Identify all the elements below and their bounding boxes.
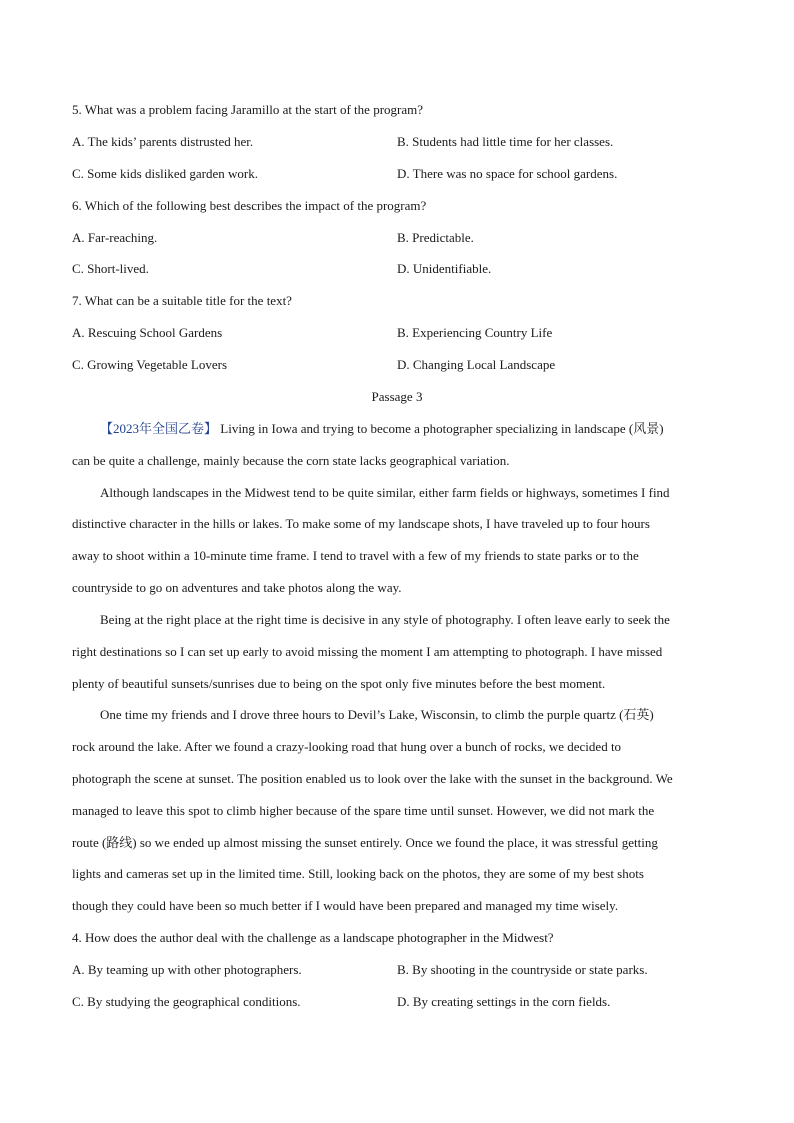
passage-line: lights and cameras set up in the limited time. Still, looking back on the photos, they are some of my best shots bbox=[72, 866, 644, 881]
question-7-stem: 7. What can be a suitable title for the text? bbox=[72, 293, 292, 308]
question-4-option-a: A. By teaming up with other photographers. bbox=[72, 962, 302, 977]
question-5-option-a: A. The kids’ parents distrusted her. bbox=[72, 134, 254, 149]
passage-line: though they could have been so much better if I would have been prepared and managed my time wisely. bbox=[72, 898, 619, 913]
question-6-option-b: B. Predictable. bbox=[397, 230, 474, 245]
passage-line: managed to leave this spot to climb higher because of the spare time until sunset. However, we did not mark the bbox=[72, 803, 655, 818]
passage-line: countryside to go on adventures and take photos along the way. bbox=[72, 580, 402, 595]
question-6-stem: 6. Which of the following best describes the impact of the program? bbox=[72, 198, 427, 213]
question-5-option-d: D. There was no space for school gardens. bbox=[397, 166, 618, 181]
question-4-stem: 4. How does the author deal with the challenge as a landscape photographer in the Midwest? bbox=[72, 930, 554, 945]
question-6-option-d: D. Unidentifiable. bbox=[397, 261, 492, 276]
passage-line: route (路线) so we ended up almost missing the sunset entirely. Once we found the place, it was stressful getting bbox=[72, 835, 658, 850]
passage-first-line bbox=[100, 421, 750, 437]
passage-line: plenty of beautiful sunsets/sunrises due to being on the spot only five minutes before the best moment. bbox=[72, 676, 606, 691]
question-6-option-a: A. Far-reaching. bbox=[72, 230, 158, 245]
question-7-option-c: C. Growing Vegetable Lovers bbox=[72, 357, 228, 372]
passage-line: Living in Iowa and trying to become a photographer specializing in landscape (风景) bbox=[217, 421, 664, 436]
question-7-option-a: A. Rescuing School Gardens bbox=[72, 325, 223, 340]
passage-line: Being at the right place at the right time is decisive in any style of photography. I often leave early to seek the bbox=[100, 612, 670, 627]
question-4-option-b: B. By shooting in the countryside or state parks. bbox=[397, 962, 648, 977]
question-4-option-c: C. By studying the geographical conditions. bbox=[72, 994, 301, 1009]
passage-line: photograph the scene at sunset. The position enabled us to look over the lake with the sunset in the background. We bbox=[72, 771, 673, 786]
passage-line: right destinations so I can set up early to avoid missing the moment I am attempting to photograph. I have missed bbox=[72, 644, 663, 659]
question-5-option-c: C. Some kids disliked garden work. bbox=[72, 166, 258, 181]
passage-line: Although landscapes in the Midwest tend to be quite similar, either farm fields or highways, sometimes I find bbox=[100, 485, 670, 500]
question-5-stem: 5. What was a problem facing Jaramillo at the start of the program? bbox=[72, 102, 423, 117]
question-7-option-b: B. Experiencing Country Life bbox=[397, 325, 553, 340]
passage-line: rock around the lake. After we found a crazy-looking road that hung over a bunch of rocks, we decided to bbox=[72, 739, 622, 754]
passage-line: away to shoot within a 10-minute time frame. I tend to travel with a few of my friends to state parks or to the bbox=[72, 548, 639, 563]
question-6-option-c: C. Short-lived. bbox=[72, 261, 149, 276]
question-4-option-d: D. By creating settings in the corn fields. bbox=[397, 994, 611, 1009]
source-tag: 【2023年全国乙卷】 bbox=[100, 421, 218, 436]
passage-heading: Passage 3 bbox=[371, 389, 423, 404]
passage-line: distinctive character in the hills or lakes. To make some of my landscape shots, I have traveled up to four hours bbox=[72, 516, 650, 531]
passage-line: One time my friends and I drove three hours to Devil’s Lake, Wisconsin, to climb the purple quartz (石英) bbox=[100, 707, 654, 722]
passage-line: can be quite a challenge, mainly because the corn state lacks geographical variation. bbox=[72, 453, 510, 468]
question-5-option-b: B. Students had little time for her classes. bbox=[397, 134, 614, 149]
question-7-option-d: D. Changing Local Landscape bbox=[397, 357, 556, 372]
